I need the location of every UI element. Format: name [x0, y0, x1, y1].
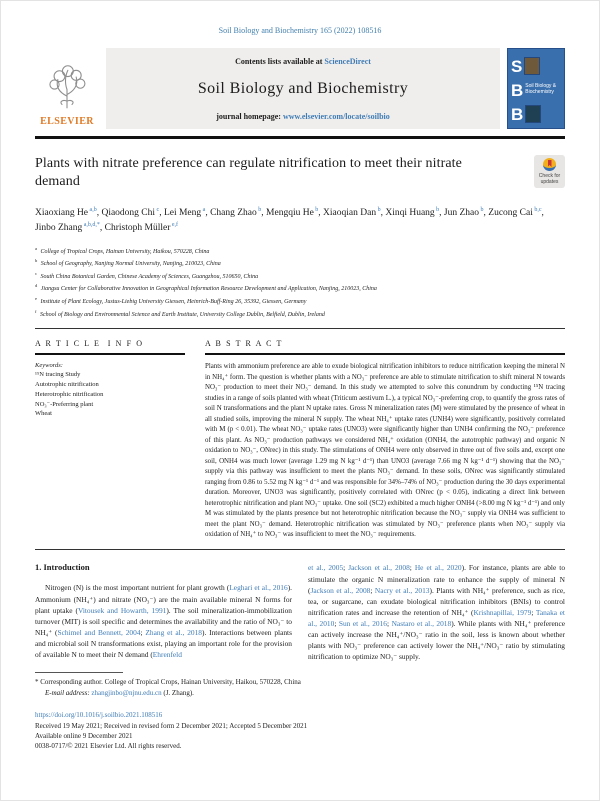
elsevier-logo[interactable] — [35, 48, 99, 129]
available-online-date: Available online 9 December 2021 — [35, 731, 133, 740]
cover-row — [511, 79, 561, 101]
journal-header-box — [106, 48, 500, 129]
article-history-footer — [35, 710, 565, 751]
introduction-left-column — [35, 562, 292, 662]
homepage-prefix: journal homepage: — [216, 112, 283, 121]
text-run: ). While plants with NH₄⁺ preference can actively increase the NH₄⁺/NO₃⁻ ratio in the soil, less is known about whether plants with NO₃⁻ preference can actively lower the NH₄⁺/NO₃⁻ ratio by stimulating nitrification to optimize NO₃⁻ supply. — [308, 619, 566, 662]
author-affiliation-sup: a — [201, 206, 206, 213]
doi-link[interactable]: https://doi.org/10.1016/j.soilbio.2021.108516 — [35, 711, 163, 720]
cover-letter-b2: B — [511, 104, 524, 124]
affiliation-sup: a — [35, 245, 37, 251]
author-name: Qiaodong Chi — [101, 208, 156, 219]
introduction-heading: 1. Introduction — [35, 562, 90, 573]
issn-copyright-line: 0038-0717/© 2021 Elsevier Ltd. All rights reserved. — [35, 741, 182, 750]
abstract-heading-rule — [205, 353, 565, 355]
affiliation-sup: e — [35, 296, 37, 302]
author-name: Jinbo Zhang — [35, 222, 83, 233]
abstract-column — [205, 339, 565, 540]
citation-link[interactable]: Schimel and Bennett, 2004 — [57, 627, 141, 637]
affiliation-sup: f — [35, 308, 37, 314]
text-run: ). The soil mineralization-immobilization turnover (MIT) is soil specific and determines the availability and the ratio of NO₃⁻ to NH₄⁺ ( — [35, 605, 292, 637]
journal-reference: Soil Biology and Biochemistry 165 (2022) 108516 — [218, 26, 382, 35]
text-run: ). For instance, plants are able to stimulate the organic N mineralization rate to enhance the supply of mineral N ( — [308, 563, 566, 595]
citation-link[interactable]: Zhang et al., 2018 — [145, 627, 202, 637]
author-affiliation-sup: b — [313, 206, 319, 213]
article-info-heading-rule — [35, 353, 185, 355]
author-name: Xiaoqian Dan — [323, 208, 377, 219]
elsevier-tree-icon — [42, 64, 92, 115]
citation-link[interactable]: Ehrenfeld — [152, 650, 182, 660]
text-run: ; — [334, 619, 339, 629]
text-run: ; — [343, 563, 349, 573]
section-divider-rule — [35, 328, 565, 329]
author-list: Xiaoxiang He $^{a,b}$, Qiaodong Chi $^c$, Lei Meng $^a$, Chang Zhao $^b$, Mengqiu He $^b$, Xiaoqian Dan $^b$, Xinqi Huang $^b$, Jun Zhao $^b$, Zucong Cai $^{b,c}$, Jinbo Zhang $^{a,b,d,*}$, Christoph Müller $^{e,f}$ — [35, 206, 544, 233]
citation-link[interactable]: Leghari et al., 2016 — [229, 583, 288, 593]
corresponding-author-footnote — [35, 677, 565, 698]
cover-letter-s: S — [511, 56, 523, 76]
footnote-rule — [35, 672, 123, 673]
author-affiliation-sup: c — [155, 206, 160, 213]
author-name: Jun Zhao — [443, 208, 480, 219]
introduction-paragraph-right — [308, 562, 565, 662]
contents-line — [114, 57, 492, 66]
author-affiliation-sup: b — [434, 206, 440, 213]
text-run: Nitrogen (N) is the most important nutrient for plant growth ( — [45, 583, 230, 593]
journal-homepage-link[interactable]: www.elsevier.com/locate/soilbio — [282, 112, 390, 121]
author-affiliation-sup: a,b,d,* — [82, 221, 100, 228]
author-name: Chang Zhao — [210, 208, 257, 219]
text-run: ). Interactions between plants and microbial soil N transformations exist, playing an important role for the provision of available N to meet their N demand ( — [35, 627, 292, 660]
text-run: ; — [370, 585, 375, 595]
journal-title: Soil Biology and Biochemistry — [197, 80, 409, 97]
check-updates-label: Check for updates — [538, 173, 561, 185]
text-run: ). Plants with NH₄⁺ preference, such as rice, tea, or sugarcane, can exudate biological nitrification inhibitors (BNIs) to control nitrification rates and increase the retention of NH₄⁺ ( — [308, 585, 565, 617]
citation-link[interactable]: Sun et al., 2016 — [338, 619, 388, 629]
text-run: ; — [531, 607, 536, 617]
keyword-item: Wheat — [35, 410, 52, 418]
journal-header — [35, 48, 565, 129]
text-run: * Corresponding author. College of Tropical Crops, Hainan University, Haikou, 570228, China — [35, 678, 301, 687]
article-info-heading: A R T I C L E I N F O — [35, 339, 144, 349]
author-affiliation-sup: b — [376, 206, 381, 213]
cover-row — [511, 55, 561, 77]
abstract-text: Plants with ammonium preference are able to exude biological nitrification inhibitors to reduce nitrification keeping the mineral N in NH₄⁺ form. The question is whether plants with a NO₃⁻ preference are able to stimulate nitrification to shift mineral N towards NO₃⁻ production to meet their NO₃⁻ demand. In this study we attempted to solve this conundrum by conducting ¹⁵N tracing studies in a range of soils planted with wheat (Triticum aestivum L.), a typical NO₃⁻-preferring crop, to quantify the gross rates of soil N transformations and the plant N uptake rates. Gross N mineralization rates (M) were stimulated by the presence of wheat in all studied soils, improving the mineral N supply. The wheat NH₄⁺ uptake rates (UNH4) were significantly, positively correlated with M (p < 0.01). The wheat NO₃⁻ uptake rates (UNO3) were significantly higher than UNH4 confirming the NO₃⁻ preference of this plant. As NO₃⁻ production pathways we considered NH₄⁺ oxidation (ONH4, the autotrophic pathway) and organic N oxidation to NO₃⁻, ONrec) in this study. The stimulations of ONH4 were only observed in three out of five soils and, except one soil, ONH4 was much lower (average 1.29 mg N kg⁻¹ d⁻¹) than UNO3 (average 7.66 mg N kg⁻¹ d⁻¹) showing that the NO₃⁻ supply via this pathway was insufficient to meet the plants NO₃⁻ demand. In these soils, ONrec was significantly stimulated ranging from 0.86 to 5.52 mg N kg⁻¹ d⁻¹ and was responsible for 34%–74% of NO₃⁻ production during the 30 days experimental duration. Moreover, UNO3 was significantly, positively correlated with ONrec (p < 0.05), indicating a direct link between heterotrophic nitrification and plant NO₃⁻ uptake. One soil (SC2) exhibited a much higher ONH4 (>8.00 mg N kg⁻¹ d⁻¹) and only M was stimulated by the plants presence but not heterotrophic nitrification because the NO₃⁻ supply via ONH4 was sufficient to meet the plant NO₃⁻ demand. Heterotrophic nitrification was stimulated by NO₃⁻ preference plants when NO₃⁻ supply via oxidation of NH₄⁺ to NO₃⁻ was insufficient to meet the NO₃⁻ requirements. — [205, 363, 565, 538]
author-affiliation-sup: b,c — [532, 206, 542, 213]
corresponding-author-line — [35, 677, 565, 688]
elsevier-logo-text: ELSEVIER — [40, 116, 94, 127]
affiliation-item: $^b$ School of Geography, Nanjing Normal University, Nanjing, 210023, China — [35, 258, 221, 268]
affiliation-list — [35, 245, 565, 321]
citation-link[interactable]: Jackson et al., 2008 — [348, 563, 410, 573]
abstract-bottom-rule — [35, 549, 565, 550]
homepage-line — [114, 112, 492, 121]
author-name: Zucong Cai — [488, 208, 533, 219]
cover-photo-tile — [525, 105, 541, 123]
citation-link[interactable]: Krishnapillai, 1979 — [473, 607, 532, 617]
email-line — [35, 688, 565, 699]
author-affiliation-sup: b — [256, 206, 262, 213]
keyword-item: Autotrophic nitrification — [35, 381, 99, 388]
text-run: ; — [387, 619, 392, 629]
text-run: ; — [140, 627, 146, 637]
sciencedirect-link[interactable]: ScienceDirect — [324, 57, 371, 66]
citation-link[interactable]: He et al., 2020 — [414, 563, 462, 573]
citation-link[interactable]: Vitousek and Howarth, 1991 — [77, 605, 167, 615]
contents-prefix: Contents lists available at — [235, 57, 325, 66]
author-affiliation-sup: e,f — [170, 221, 179, 228]
article-title: Plants with nitrate preference can regulate nitrification to meet their nitrate demand — [35, 156, 462, 190]
cover-journal-title: Soil Biology & Biochemistry — [525, 83, 557, 95]
bookmark-icon — [548, 160, 552, 167]
keyword-item: NO₃⁻-Preferring plant — [35, 400, 94, 408]
text-run: ). Ammonium (NH₄⁺) and nitrate (NO₃⁻) are the main available mineral N forms for plant uptake ( — [35, 583, 293, 615]
text-run: ; — [409, 563, 415, 573]
affiliation-item: $^a$ College of Tropical Crops, Hainan University, Haikou, 570228, China — [35, 245, 210, 255]
affiliation-sup: b — [35, 258, 38, 264]
introduction-right-column — [308, 562, 565, 662]
citation-link[interactable]: Nastaro et al., 2018 — [391, 619, 452, 629]
affiliation-sup: d — [35, 283, 38, 289]
check-updates-icon — [543, 158, 556, 171]
citation-link[interactable]: Jackson et al., 2008 — [310, 585, 371, 595]
author-affiliation-sup: a,b — [88, 206, 97, 213]
keyword-item: ¹⁵N tracing Study — [35, 371, 81, 379]
author-name: Christoph Müller — [104, 222, 171, 233]
text-run: (J. Zhang). — [161, 688, 194, 697]
author-name: Mengqiu He — [266, 208, 314, 219]
cover-photo-tile — [524, 57, 540, 75]
cover-letter-b1: B — [511, 80, 524, 100]
abstract-heading: A B S T R A C T — [205, 339, 284, 349]
received-dates: Received 19 May 2021; Received in revised form 2 December 2021; Accepted 5 December 2021 — [35, 721, 308, 730]
article-info-column — [35, 339, 185, 540]
citation-link[interactable]: et al., 2005 — [308, 563, 344, 573]
journal-cover-thumbnail[interactable] — [507, 48, 565, 129]
citation-link[interactable]: Tanaka et al., 2010 — [308, 607, 565, 629]
affiliation-item: $^e$ Institute of Plant Ecology, Justus-Liebig University Giessen, Heinrich-Buff-Ring 26, 35392, Giessen, Germany — [35, 296, 307, 306]
affiliation-sup: c — [35, 270, 37, 276]
author-name: Xiaoxiang He — [35, 208, 89, 219]
check-for-updates-badge[interactable] — [534, 155, 565, 188]
author-affiliation-sup: b — [479, 206, 484, 213]
keywords-list — [35, 370, 185, 419]
introduction-paragraph-left — [35, 582, 292, 660]
affiliation-item: $^f$ School of Biology and Environmental Science and Earth Institute, University College Dublin, Belfield, Dublin, Ireland — [35, 308, 325, 318]
affiliation-item: $^c$ South China Botanical Garden, Chinese Academy of Sciences, Guangzhou, 510650, China — [35, 270, 259, 280]
cover-row — [511, 103, 561, 125]
affiliation-item: $^d$ Jiangsu Center for Collaborative Innovation in Geographical Information Resource Development and Application, Nanjing, 210023, China — [35, 283, 377, 293]
keyword-item: Heterotrophic nitrification — [35, 390, 104, 398]
author-name: Xinqi Huang — [385, 208, 435, 219]
keywords-label: Keywords: — [35, 362, 63, 370]
citation-link[interactable]: zhangjinbo@njnu.edu.cn — [91, 688, 162, 697]
text-run: E-mail address: — [45, 688, 92, 697]
author-name: Lei Meng — [163, 208, 202, 219]
citation-link[interactable]: Nacry et al., 2013 — [374, 585, 430, 595]
header-divider-rule — [35, 136, 565, 139]
